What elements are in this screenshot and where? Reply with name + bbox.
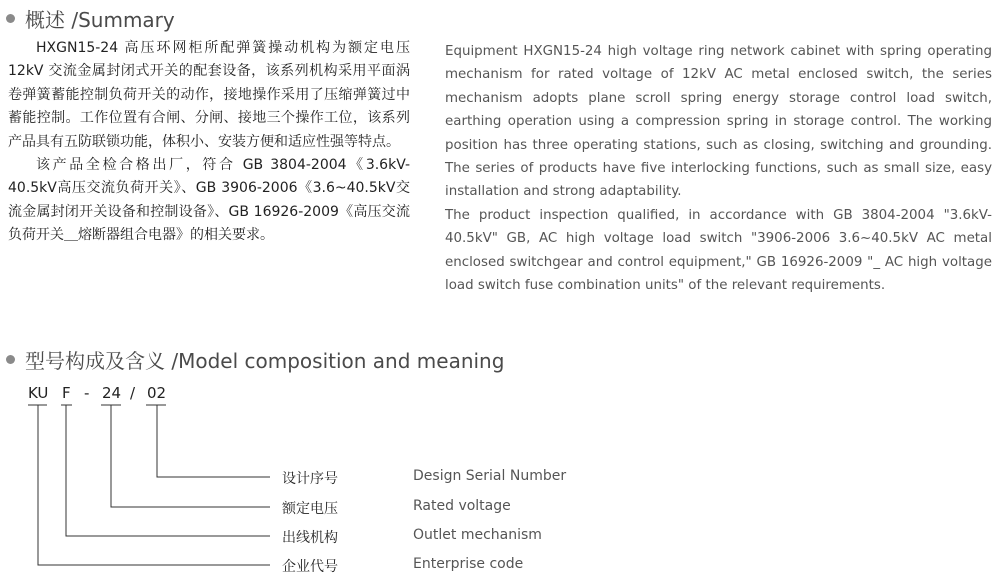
model-code-f: F (62, 384, 71, 402)
model-code-24: 24 (102, 384, 122, 402)
connector-ku (38, 405, 270, 565)
connector-24 (111, 405, 270, 507)
legend-en-design-serial: Design Serial Number (413, 468, 567, 484)
model-code-slash: / (130, 384, 136, 402)
legend-en-enterprise-code: Enterprise code (413, 556, 524, 572)
model-title: 型号构成及含义 /Model composition and meaning (25, 349, 505, 373)
summary-en-paragraph-1: Equipment HXGN15-24 high voltage ring network cabinet with spring operating mechanism for rated voltage of 12kV AC metal enclosed switch, the series mechanism adopts plane scroll spring energy storage control load switch, earthing operation using a compression spring in storage control. The working position has three operating stations, such as closing, switching and grounding. The series of products have five interlocking functions, such as small size, easy installation and strong adaptability. (445, 44, 992, 200)
legend-zh-outlet-mechanism: 出线机构 (282, 530, 338, 546)
connector-f (66, 405, 270, 536)
legend-zh-rated-voltage: 额定电压 (282, 501, 338, 517)
legend-zh-design-serial: 设计序号 (282, 471, 338, 487)
connector-02 (157, 405, 270, 477)
summary-zh-paragraph-1: HXGN15-24 高压环网柜所配弹簧操动机构为额定电压 12kV 交流金属封闭式开关的配套设备，该系列机构采用平面涡卷弹簧蓄能控制负荷开关的动作，接地操作采用了压缩弹簧过中蓄能控制。工作位置有合闸、分闸、接地三个操作工位，该系列产品具有五防联锁功能，体积小、安装方便和适应性强等特点。 (8, 40, 410, 150)
legend-en-outlet-mechanism: Outlet mechanism (413, 527, 542, 543)
summary-en-paragraph-2: The product inspection qualified, in accordance with GB 3804-2004 "3.6kV-40.5kV" GB, AC high voltage load switch "3906-2006 3.6~40.5kV AC metal enclosed switchgear and control equipment," GB 16926-2009 "_ AC high voltage load switch fuse combination units" of the relevant requirements. (445, 207, 992, 294)
model-code-ku: KU (28, 384, 49, 402)
legend-zh-enterprise-code: 企业代号 (282, 559, 338, 575)
legend-en-rated-voltage: Rated voltage (413, 498, 511, 514)
summary-title: 概述 /Summary (25, 8, 175, 32)
model-code-dash: - (84, 384, 90, 402)
model-code-02: 02 (147, 384, 167, 402)
summary-zh-paragraph-2: 该产品全检合格出厂，符合 GB 3804-2004《3.6kV-40.5kV高压交流负荷开关》、GB 3906-2006《3.6~40.5kV交流金属封闭开关设备和控制设备》、GB 16926-2009《高压交流负荷开关＿熔断器组合电器》的相关要求。 (8, 157, 410, 244)
